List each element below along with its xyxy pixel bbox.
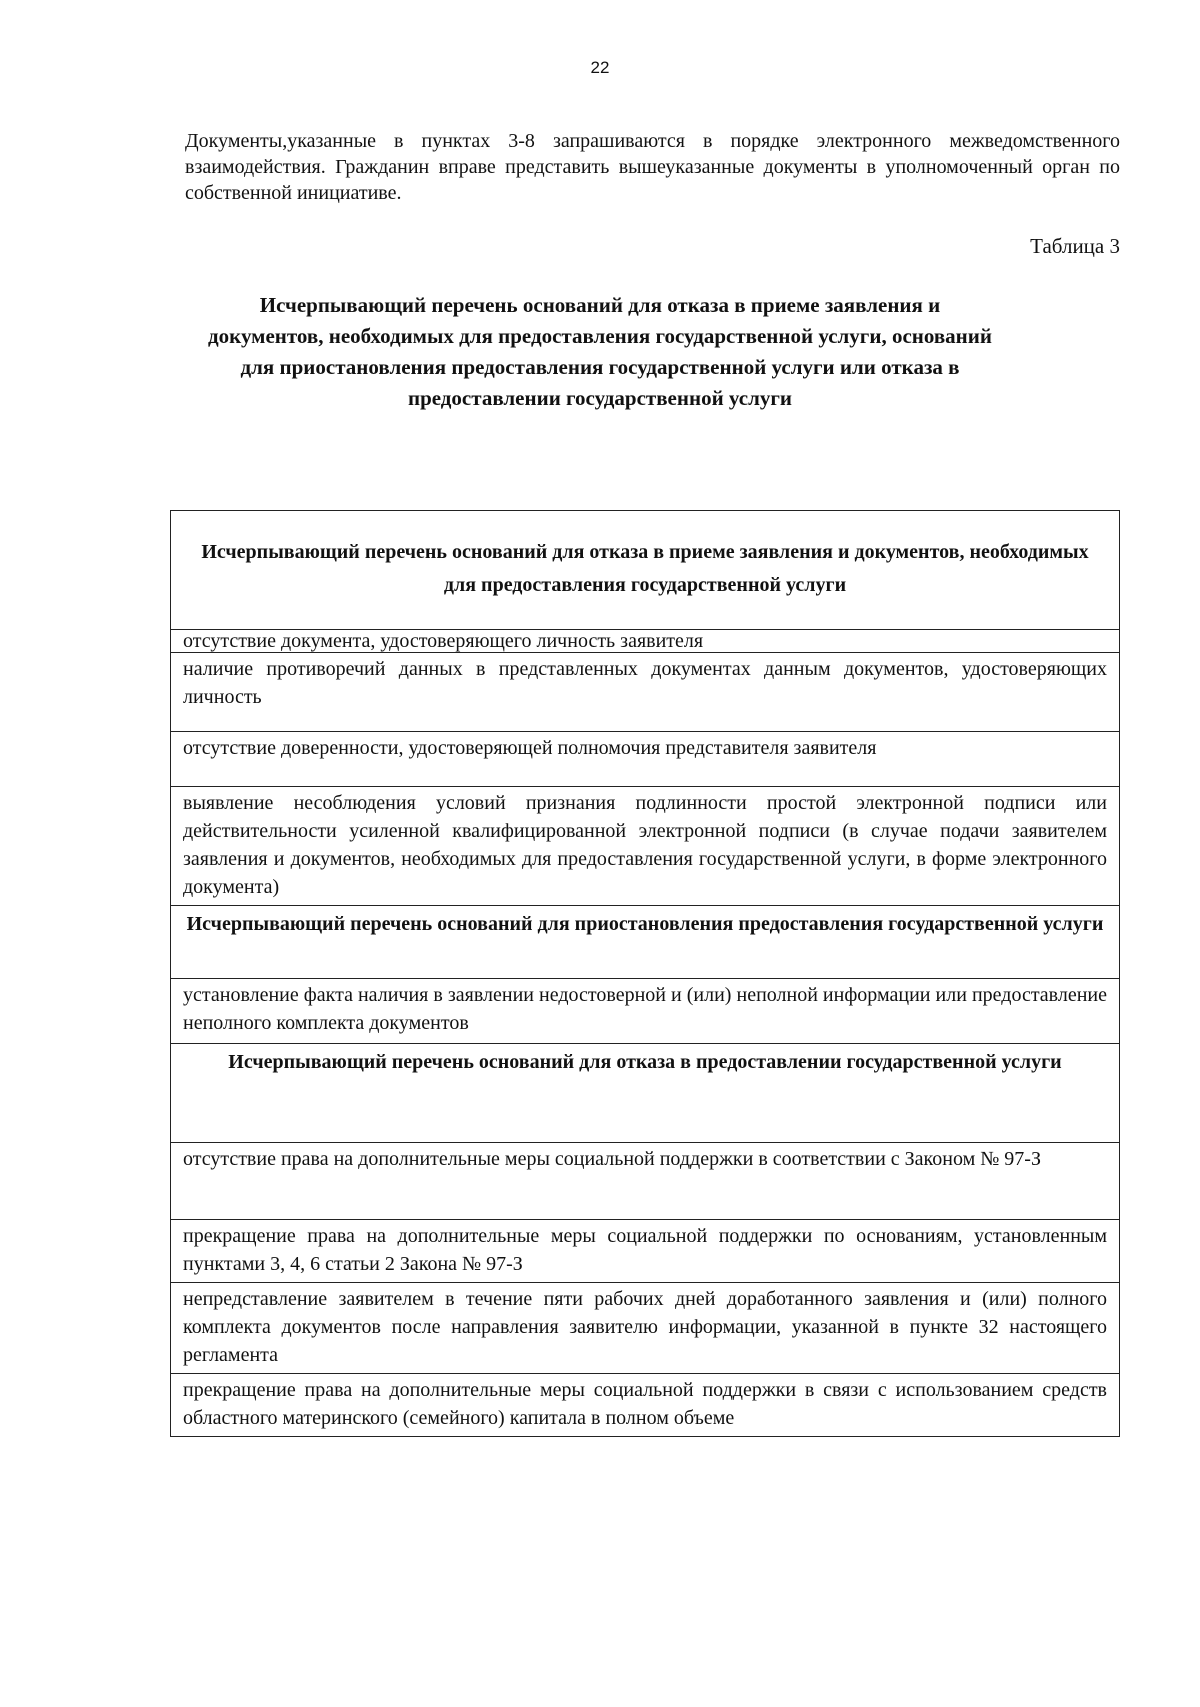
- table-row: [171, 1143, 1120, 1220]
- reason-item: непредставление заявителем в течение пяти рабочих дней доработанного заявления и (или) полного комплекта документов после направления заявителю информации, указанной в пункте 32 настоящего регламента: [171, 1283, 1120, 1374]
- reason-item: отсутствие права на дополнительные меры социальной поддержки в соответствии с Законом № 97-З: [171, 1143, 1120, 1220]
- reason-item: установление факта наличия в заявлении недостоверной и (или) неполной информации или предоставление неполного комплекта документов: [171, 979, 1120, 1044]
- table-section-header-row: [171, 1044, 1120, 1143]
- section-heading-suspension: Исчерпывающий перечень оснований для приостановления предоставления государственной услуги: [171, 906, 1120, 979]
- intro-paragraph: Документы,указанные в пунктах 3-8 запрашиваются в порядке электронного межведомственного взаимодействия. Гражданин вправе представить вышеуказанные документы в уполномоченный орган по собственной инициативе.: [185, 130, 1120, 204]
- page-number: 22: [590, 58, 610, 77]
- section-heading-refusal-acceptance: Исчерпывающий перечень оснований для отказа в приеме заявления и документов, необходимых для предоставления государственной услуги: [171, 511, 1120, 630]
- table-section-header-row: [171, 511, 1120, 630]
- table-section-header-row: [171, 906, 1120, 979]
- table-row: [171, 630, 1120, 653]
- table-caption: Таблица 3: [1030, 234, 1120, 258]
- table-row: [171, 1220, 1120, 1283]
- reason-item: прекращение права на дополнительные меры социальной поддержки по основаниям, установленным пунктами 3, 4, 6 статьи 2 Закона № 97-З: [171, 1220, 1120, 1283]
- reason-item: выявление несоблюдения условий признания подлинности простой электронной подписи или действительности усиленной квалифицированной электронной подписи (в случае подачи заявителем заявления и документов, необходимых для предоставления государственной услуги, в форме электронного документа): [171, 787, 1120, 906]
- reason-item: прекращение права на дополнительные меры социальной поддержки в связи с использованием средств областного материнского (семейного) капитала в полном объеме: [171, 1374, 1120, 1437]
- reason-item: отсутствие документа, удостоверяющего личность заявителя: [171, 630, 1120, 653]
- table-row: [171, 1374, 1120, 1437]
- reason-item: отсутствие доверенности, удостоверяющей полномочия представителя заявителя: [171, 732, 1120, 787]
- reasons-table: [170, 510, 1120, 1437]
- table-row: [171, 787, 1120, 906]
- document-title: Исчерпывающий перечень оснований для отказа в приеме заявления и документов, необходимых для предоставления государственной услуги, оснований для приостановления предоставления государственной услуги или отказа в предоставлении государственной услуги: [208, 293, 992, 410]
- reason-item: наличие противоречий данных в представленных документах данным документов, удостоверяющих личность: [171, 653, 1120, 732]
- table-row: [171, 732, 1120, 787]
- table-row: [171, 653, 1120, 732]
- table-row: [171, 979, 1120, 1044]
- table-row: [171, 1283, 1120, 1374]
- section-heading-refusal-service: Исчерпывающий перечень оснований для отказа в предоставлении государственной услуги: [171, 1044, 1120, 1143]
